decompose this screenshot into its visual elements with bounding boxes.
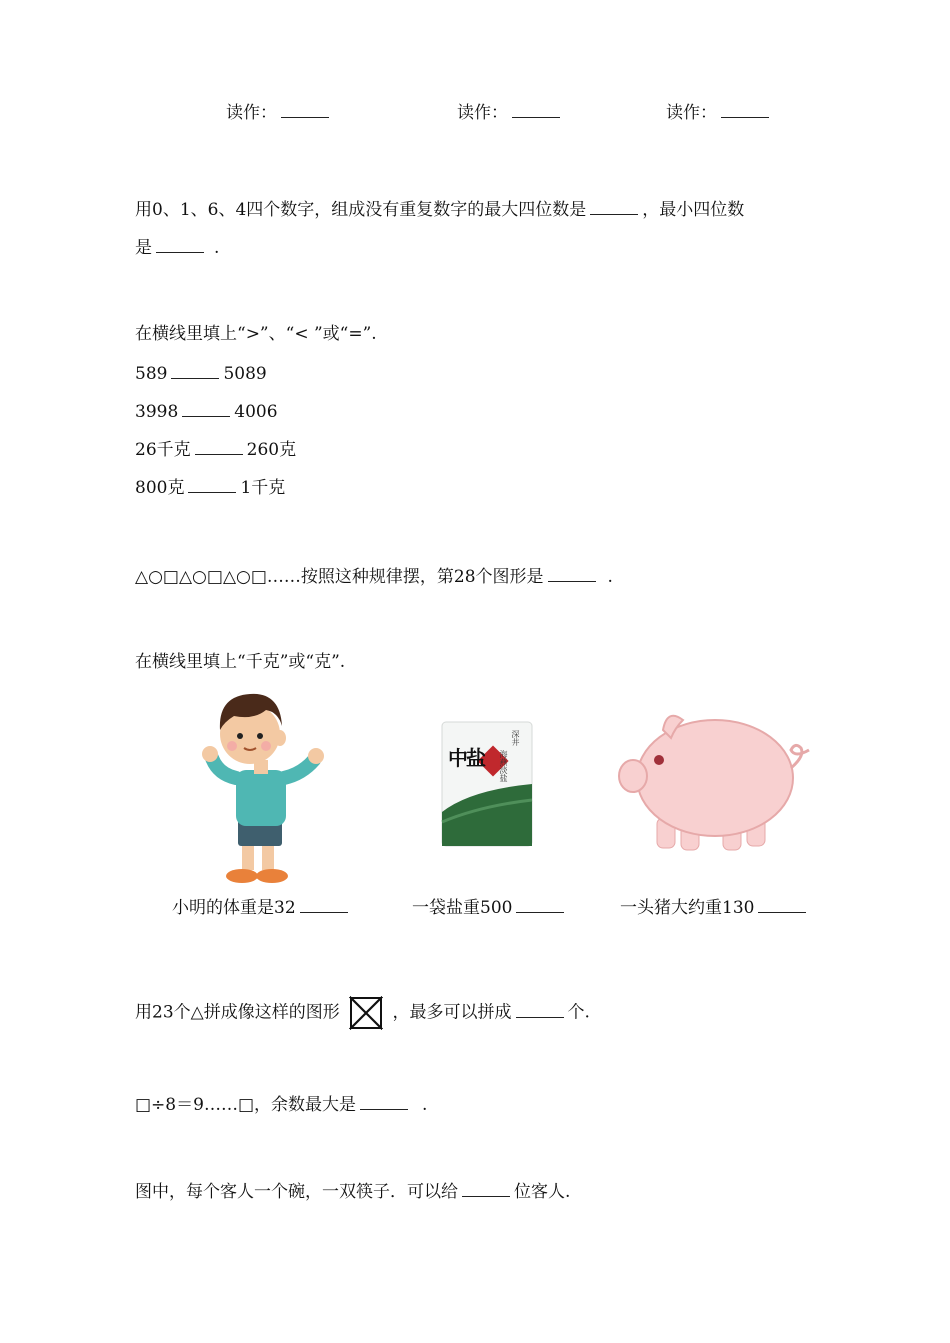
compare-row xyxy=(135,362,267,385)
salt-side-text: 深井 xyxy=(511,730,520,746)
answer-blank[interactable] xyxy=(171,362,219,379)
answer-blank[interactable] xyxy=(188,476,236,493)
caption-text: 一头猪大约重130 xyxy=(620,898,755,918)
compare-left: 800克 xyxy=(135,478,185,498)
question-text: ，最小四位数 xyxy=(642,200,745,220)
question-text: 图中，每个客人一个碗，一双筷子．可以给 xyxy=(135,1182,458,1202)
answer-blank[interactable] xyxy=(300,896,348,913)
compare-row xyxy=(135,400,278,423)
question-triangles xyxy=(135,996,590,1030)
read-as-label: 读作： xyxy=(226,103,277,123)
question-division xyxy=(135,1093,427,1116)
answer-blank[interactable] xyxy=(195,438,243,455)
answer-blank[interactable] xyxy=(721,101,769,118)
read-as-3 xyxy=(666,98,773,123)
caption-text: 一袋盐重500 xyxy=(412,898,513,918)
read-as-label: 读作： xyxy=(457,103,508,123)
answer-blank[interactable] xyxy=(516,896,564,913)
question-text: 个. xyxy=(567,1002,590,1023)
boy-hand xyxy=(308,748,324,764)
compare-row xyxy=(135,438,296,461)
boy-illustration xyxy=(198,680,328,886)
read-as-label: 读作： xyxy=(666,103,717,123)
answer-blank[interactable] xyxy=(590,198,638,215)
pig-eye xyxy=(654,755,664,765)
question-text: 用23个△拼成像这样的图形 xyxy=(135,1002,340,1023)
pig-body xyxy=(637,720,793,836)
question-text: . xyxy=(214,238,220,258)
compare-left: 589 xyxy=(135,364,168,384)
salt-logo-text: 中盐 xyxy=(448,746,484,770)
caption-text: 小明的体重是32 xyxy=(172,898,296,918)
compare-right: 4006 xyxy=(234,402,278,422)
question-compare-title: 在横线里填上“>”、“< ”或“=”. xyxy=(135,324,377,344)
read-as-1 xyxy=(226,98,333,123)
question-pattern xyxy=(135,565,613,588)
question-text: ，最多可以拼成 xyxy=(392,1002,512,1023)
question-bowls xyxy=(135,1180,570,1203)
pig-illustration xyxy=(615,708,815,856)
question-units-title: 在横线里填上“千克”或“克”. xyxy=(135,652,346,672)
question-digits-line1 xyxy=(135,198,744,221)
boy-shirt xyxy=(236,770,286,826)
read-as-2 xyxy=(457,98,564,123)
answer-blank[interactable] xyxy=(516,1001,564,1018)
answer-blank[interactable] xyxy=(156,236,204,253)
caption-boy xyxy=(172,893,352,918)
pig-tail xyxy=(791,745,809,768)
bowtie-figure-icon xyxy=(349,996,383,1030)
answer-blank[interactable] xyxy=(512,101,560,118)
compare-right: 1千克 xyxy=(240,478,286,498)
question-text: . xyxy=(607,567,613,587)
boy-arm xyxy=(284,760,314,778)
compare-row xyxy=(135,476,285,499)
answer-blank[interactable] xyxy=(548,565,596,582)
boy-hand xyxy=(202,746,218,762)
answer-blank[interactable] xyxy=(281,101,329,118)
pig-snout xyxy=(619,760,647,792)
question-text: 用0、1、6、4四个数字，组成没有重复数字的最大四位数是 xyxy=(135,200,587,220)
compare-left: 3998 xyxy=(135,402,179,422)
compare-right: 5089 xyxy=(223,364,267,384)
answer-blank[interactable] xyxy=(360,1093,408,1110)
question-text: 是 xyxy=(135,238,152,258)
boy-arm xyxy=(212,758,236,778)
question-text: 位客人. xyxy=(514,1182,571,1202)
question-digits-line2 xyxy=(135,236,219,259)
answer-blank[interactable] xyxy=(182,400,230,417)
salt-bag-illustration xyxy=(440,720,534,848)
compare-right: 260克 xyxy=(246,440,297,460)
compare-left: 26千克 xyxy=(135,440,191,460)
caption-pig xyxy=(620,893,810,918)
answer-blank[interactable] xyxy=(462,1180,510,1197)
question-text: △○□△○□△○□……按照这种规律摆，第28个图形是 xyxy=(135,567,544,587)
answer-blank[interactable] xyxy=(758,896,806,913)
salt-name-text: 海燕淡盐 xyxy=(499,750,508,782)
boy-shoe xyxy=(226,869,258,883)
question-text: □÷8＝9……□，余数最大是 xyxy=(135,1095,356,1115)
question-text: . xyxy=(422,1095,428,1115)
caption-salt xyxy=(412,893,568,918)
boy-shoe xyxy=(256,869,288,883)
